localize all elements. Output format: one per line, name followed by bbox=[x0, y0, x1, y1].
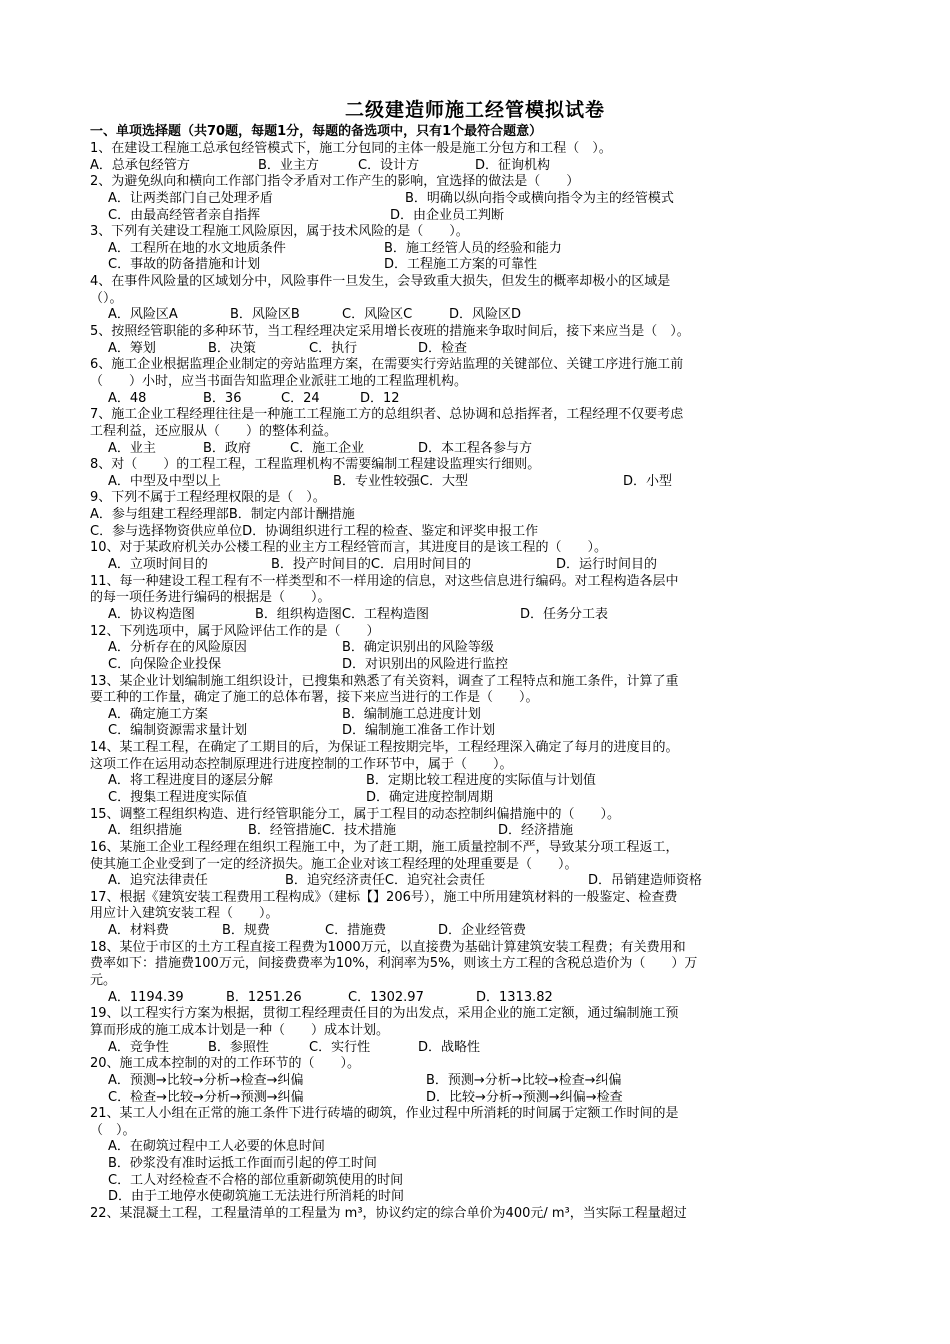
answer-option: B．投产时间目的C．启用时间目的 bbox=[271, 557, 471, 573]
option-row bbox=[90, 607, 870, 624]
text-line bbox=[90, 1106, 870, 1123]
line-text: （）。 bbox=[90, 290, 123, 306]
text-line bbox=[90, 1056, 870, 1073]
option-row bbox=[90, 257, 870, 274]
text-line bbox=[90, 740, 870, 757]
answer-option: A．协议构造图 bbox=[108, 606, 195, 622]
answer-option: C．参与选择物资供应单位D．协调组织进行工程的检查、鉴定和评奖申报工作 bbox=[90, 523, 539, 539]
answer-option: C．执行 bbox=[309, 340, 358, 356]
text-line bbox=[90, 1189, 870, 1206]
text-line bbox=[90, 590, 870, 607]
answer-option: A．让两类部门自己处理矛盾 bbox=[108, 190, 273, 206]
answer-option: A．工程所在地的水文地质条件 bbox=[108, 240, 286, 256]
text-line bbox=[90, 1139, 870, 1156]
text-line bbox=[90, 407, 870, 424]
text-line bbox=[90, 374, 870, 391]
option-row bbox=[90, 441, 870, 458]
answer-option: C．事故的防备措施和计划 bbox=[108, 257, 261, 273]
answer-option: B．编制施工总进度计划 bbox=[342, 706, 481, 722]
answer-option: B．业主方 bbox=[258, 157, 319, 173]
answer-option: D．对识别出的风险进行监控 bbox=[342, 656, 509, 672]
line-text: 1、在建设工程施工总承包经管模式下，施工分包同的主体一般是施工分包方和工程（ ）。 bbox=[90, 141, 612, 156]
line-text: 12、下列选项中，属于风险评估工作的是（ ） bbox=[90, 623, 380, 639]
text-line bbox=[90, 324, 870, 341]
answer-option: C．检查→比较→分析→预测→纠偏 bbox=[108, 1089, 304, 1105]
option-row bbox=[90, 640, 870, 657]
line-text: 9、下列不属于工程经理权限的是（ ）。 bbox=[90, 490, 326, 506]
text-line bbox=[90, 357, 870, 374]
line-text: 6、施工企业根据监理企业制定的旁站监理方案，在需要实行旁站监理的关键部位、关键工序进行施工前 bbox=[90, 357, 684, 373]
answer-option: D．运行时间目的 bbox=[556, 557, 658, 573]
section-heading: 一、单项选择题（共70题，每题1分，每题的备选项中，只有1个最符合题意） bbox=[90, 124, 543, 139]
line-text: 这项工作在运用动态控制原理进行进度控制的工作环节中，属于（ ）。 bbox=[90, 756, 513, 772]
answer-option: C．设计方 bbox=[358, 157, 420, 173]
page-title: 二级建造师施工经管模拟试卷 bbox=[344, 99, 605, 121]
line-text: 元。 bbox=[90, 973, 117, 989]
line-text: 15、调整工程组织构造、进行经管职能分工，属于工程目的动态控制纠偏措施中的（ ）。 bbox=[90, 806, 621, 822]
answer-option: A．将工程进度目的逐层分解 bbox=[108, 773, 273, 789]
answer-option: A．1194.39 bbox=[108, 989, 184, 1005]
line-text: （ ）小时，应当书面告知监理企业派驻工地的工程监理机构。 bbox=[90, 373, 468, 389]
line-text: 10、对于某政府机关办公楼工程的业主方工程经管而言，其进度目的是该工程的（ ）。 bbox=[90, 540, 608, 556]
text-line bbox=[90, 457, 870, 474]
line-text: 11、每一种建设工程工程有不一样类型和不一样用途的信息，对这些信息进行编码。对工程构造各层中 bbox=[90, 573, 679, 589]
answer-option: A．追究法律责任 bbox=[108, 873, 208, 889]
answer-option: D．任务分工表 bbox=[520, 606, 609, 622]
answer-option: B．1251.26 bbox=[226, 989, 302, 1005]
text-line bbox=[90, 906, 870, 923]
option-row bbox=[90, 474, 870, 491]
text-line bbox=[90, 540, 870, 557]
line-text: 4、在事件风险量的区域划分中，风险事件一旦发生，会导致重大损失，但发生的概率却极小的区域是 bbox=[90, 274, 671, 290]
line-text: 14、某工程工程，在确定了工期目的后，为保证工程按期完毕，工程经理深入确定了每月的进度目的。 bbox=[90, 740, 679, 756]
answer-option: A．总承包经管方 bbox=[90, 157, 190, 173]
answer-option: B．组织构造图C．工程构造图 bbox=[255, 606, 429, 622]
text-line bbox=[90, 1156, 870, 1173]
line-text: 19、以工程实行方案为根据，贯彻工程经理责任目的为出发点，采用企业的施工定额，通过编制施工预 bbox=[90, 1006, 679, 1022]
answer-option: B．定期比较工程进度的实际值与计划值 bbox=[366, 773, 596, 789]
answer-option: A．48 bbox=[108, 390, 147, 406]
line-text: B．砂浆没有准时运抵工作面而引起的停工时间 bbox=[108, 1156, 377, 1172]
line-text: D．由于工地停水使砌筑施工无法进行所消耗的时间 bbox=[108, 1189, 405, 1205]
line-text: 用应计入建筑安装工程（ ）。 bbox=[90, 906, 279, 922]
answer-option: C．实行性 bbox=[309, 1039, 371, 1055]
answer-option: A．立项时间目的 bbox=[108, 557, 208, 573]
text-line bbox=[90, 291, 870, 308]
answer-option: B．施工经管人员的经验和能力 bbox=[384, 240, 562, 256]
line-text: 2、为避免纵向和横向工作部门指令矛盾对工作产生的影响，宜选择的做法是（ ） bbox=[90, 174, 580, 190]
answer-option: B．经管措施C．技术措施 bbox=[248, 823, 396, 839]
answer-option: C．风险区C bbox=[342, 307, 413, 323]
option-row bbox=[90, 241, 870, 258]
option-row bbox=[90, 707, 870, 724]
line-text: A．在砌筑过程中工人必要的休息时间 bbox=[108, 1139, 325, 1155]
option-row bbox=[90, 507, 870, 524]
text-line bbox=[90, 890, 870, 907]
line-text: 21、某工人小组在正常的施工条件下进行砖墙的砌筑，作业过程中所消耗的时间属于定额工作时间的是 bbox=[90, 1106, 679, 1122]
line-text: 使其施工企业受到了一定的经济损失。施工企业对该工程经理的处理重要是（ ）。 bbox=[90, 856, 578, 872]
line-text: 7、施工企业工程经理往往是一种施工工程施工方的总组织者、总协调和总指挥者，工程经理不仅要考虑 bbox=[90, 407, 684, 423]
answer-option: C．编制资源需求量计划 bbox=[108, 723, 248, 739]
text-line bbox=[90, 174, 870, 191]
answer-option: D．检查 bbox=[418, 340, 468, 356]
answer-option: D．编制施工准备工作计划 bbox=[342, 723, 496, 739]
option-row bbox=[90, 1090, 870, 1107]
option-row bbox=[90, 990, 870, 1007]
answer-option: C．措施费 bbox=[325, 923, 387, 939]
text-line bbox=[90, 424, 870, 441]
option-row bbox=[90, 790, 870, 807]
text-line bbox=[90, 274, 870, 291]
answer-option: D．战略性 bbox=[418, 1039, 481, 1055]
answer-option: B．确定识别出的风险等级 bbox=[342, 640, 494, 656]
option-row bbox=[90, 341, 870, 358]
line-text: 18、某位于市区的土方工程直接工程费为1000万元，以直接费为基础计算建筑安装工程费；有关费用和 bbox=[90, 939, 686, 955]
option-row bbox=[90, 158, 870, 175]
text-line bbox=[90, 807, 870, 824]
text-line bbox=[90, 1123, 870, 1140]
option-row bbox=[90, 524, 870, 541]
answer-option: B．专业性较强C．大型 bbox=[333, 473, 468, 489]
answer-option: A．材料费 bbox=[108, 923, 169, 939]
answer-option: A．分析存在的风险原因 bbox=[108, 640, 247, 656]
line-text: 17、根据《建筑安装工程费用工程构成》（建标【】206号），施工中所用建筑材料的一般鉴定、检查费 bbox=[90, 889, 678, 905]
question-list bbox=[90, 141, 870, 1223]
line-text: 5、按照经管职能的多种环节，当工程经理决定采用增长夜班的措施来争取时间后，接下来应当是（ ）。 bbox=[90, 324, 690, 340]
answer-option: C．24 bbox=[281, 390, 320, 406]
line-text: 13、某企业计划编制施工组织设计，已搜集和熟悉了有关资料，调查了工程特点和施工条件，计算了重 bbox=[90, 673, 679, 689]
option-row bbox=[90, 1040, 870, 1057]
answer-option: D．12 bbox=[360, 390, 400, 406]
answer-option: D．本工程各参与方 bbox=[418, 440, 533, 456]
line-text: 8、对（ ）的工程工程，工程监理机构不需要编制工程建设监理实行细则。 bbox=[90, 457, 541, 473]
line-text: 工程利益，还应服从（ ）的整体利益。 bbox=[90, 423, 338, 439]
line-text: 要工种的工作量，确定了施工的总体布署，接下来应当进行的工作是（ ）。 bbox=[90, 690, 539, 706]
text-line bbox=[90, 674, 870, 691]
option-row bbox=[90, 391, 870, 408]
answer-option: A．风险区A bbox=[108, 307, 178, 323]
answer-option: B．政府 bbox=[203, 440, 251, 456]
text-line bbox=[90, 224, 870, 241]
answer-option: D．风险区D bbox=[449, 307, 522, 323]
line-text: 16、某施工企业工程经理在组织工程施工中，为了赶工期，施工质量控制不严，导致某分项工程返工， bbox=[90, 839, 679, 855]
answer-option: D．企业经管费 bbox=[438, 923, 527, 939]
text-line bbox=[90, 1206, 870, 1223]
answer-option: B．规费 bbox=[222, 923, 270, 939]
text-line bbox=[90, 973, 870, 990]
line-text: C．工人对经检查不合格的部位重新砌筑使用的时间 bbox=[108, 1172, 404, 1188]
answer-option: C．1302.97 bbox=[348, 989, 424, 1005]
answer-option: C．搜集工程进度实际值 bbox=[108, 789, 248, 805]
option-row bbox=[90, 191, 870, 208]
text-line bbox=[90, 690, 870, 707]
line-text: 20、施工成本控制的对的工作环节的（ ）。 bbox=[90, 1056, 361, 1072]
answer-option: D．比较→分析→预测→纠偏→检查 bbox=[426, 1089, 623, 1105]
option-row bbox=[90, 307, 870, 324]
line-text: 22、某混凝土工程，工程量清单的工程量为 m³，协议约定的综合单价为400元/ m³，当实际工程量超过 bbox=[90, 1206, 687, 1221]
answer-option: D．确定进度控制周期 bbox=[366, 789, 494, 805]
text-line bbox=[90, 940, 870, 957]
answer-option: A．确定施工方案 bbox=[108, 706, 208, 722]
option-row bbox=[90, 773, 870, 790]
option-row bbox=[90, 823, 870, 840]
text-line bbox=[90, 490, 870, 507]
text-line bbox=[90, 1023, 870, 1040]
line-text: 算而形成的施工成本计划是一种（ ）成本计划。 bbox=[90, 1022, 390, 1038]
option-row bbox=[90, 657, 870, 674]
answer-option: B．明确以纵向指令或横向指令为主的经管模式 bbox=[405, 190, 674, 206]
text-line bbox=[90, 1006, 870, 1023]
answer-option: D．吊销建造师资格 bbox=[588, 873, 703, 889]
answer-option: C．向保险企业投保 bbox=[108, 656, 222, 672]
answer-option: A．筹划 bbox=[108, 340, 156, 356]
text-line bbox=[90, 1173, 870, 1190]
answer-option: D．征询机构 bbox=[475, 157, 551, 173]
answer-option: A．业主 bbox=[108, 440, 156, 456]
answer-option: B．预测→分析→比较→检查→纠偏 bbox=[426, 1072, 622, 1088]
answer-option: D．1313.82 bbox=[476, 989, 553, 1005]
answer-option: B．决策 bbox=[208, 340, 256, 356]
answer-option: D．经济措施 bbox=[498, 823, 574, 839]
answer-option: B．参照性 bbox=[208, 1039, 269, 1055]
line-text: 3、下列有关建设工程施工风险原因，属于技术风险的是（ ）。 bbox=[90, 224, 469, 240]
answer-option: C．施工企业 bbox=[290, 440, 365, 456]
answer-option: B．36 bbox=[203, 390, 242, 406]
text-line bbox=[90, 857, 870, 874]
answer-option: A．预测→比较→分析→检查→纠偏 bbox=[108, 1072, 304, 1088]
line-text: 的每一项任务进行编码的根据是（ ）。 bbox=[90, 590, 331, 606]
option-row bbox=[90, 557, 870, 574]
text-line bbox=[90, 757, 870, 774]
answer-option: B．风险区B bbox=[230, 307, 300, 323]
text-line bbox=[90, 141, 870, 158]
option-row bbox=[90, 208, 870, 225]
text-line bbox=[90, 624, 870, 641]
answer-option: A．参与组建工程经理部B．制定内部计酬措施 bbox=[90, 507, 355, 523]
answer-option: A．中型及中型以上 bbox=[108, 473, 221, 489]
answer-option: D．工程施工方案的可靠性 bbox=[384, 257, 538, 273]
option-row bbox=[90, 723, 870, 740]
answer-option: A．组织措施 bbox=[108, 823, 182, 839]
answer-option: D．由企业员工判断 bbox=[390, 207, 505, 223]
option-row bbox=[90, 923, 870, 940]
line-text: （ ）。 bbox=[90, 1122, 136, 1138]
option-row bbox=[90, 1073, 870, 1090]
option-row bbox=[90, 873, 870, 890]
answer-option: C．由最高经管者亲自指挥 bbox=[108, 207, 261, 223]
text-line bbox=[90, 956, 870, 973]
text-line bbox=[90, 840, 870, 857]
answer-option: A．竞争性 bbox=[108, 1039, 169, 1055]
answer-option: B．追究经济责任C．追究社会责任 bbox=[285, 873, 485, 889]
line-text: 费率如下：措施费100万元，间接费费率为10%，利润率为5%，则该土方工程的含税总造价为（ ）万 bbox=[90, 956, 698, 972]
answer-option: D．小型 bbox=[623, 473, 673, 489]
text-line bbox=[90, 574, 870, 591]
